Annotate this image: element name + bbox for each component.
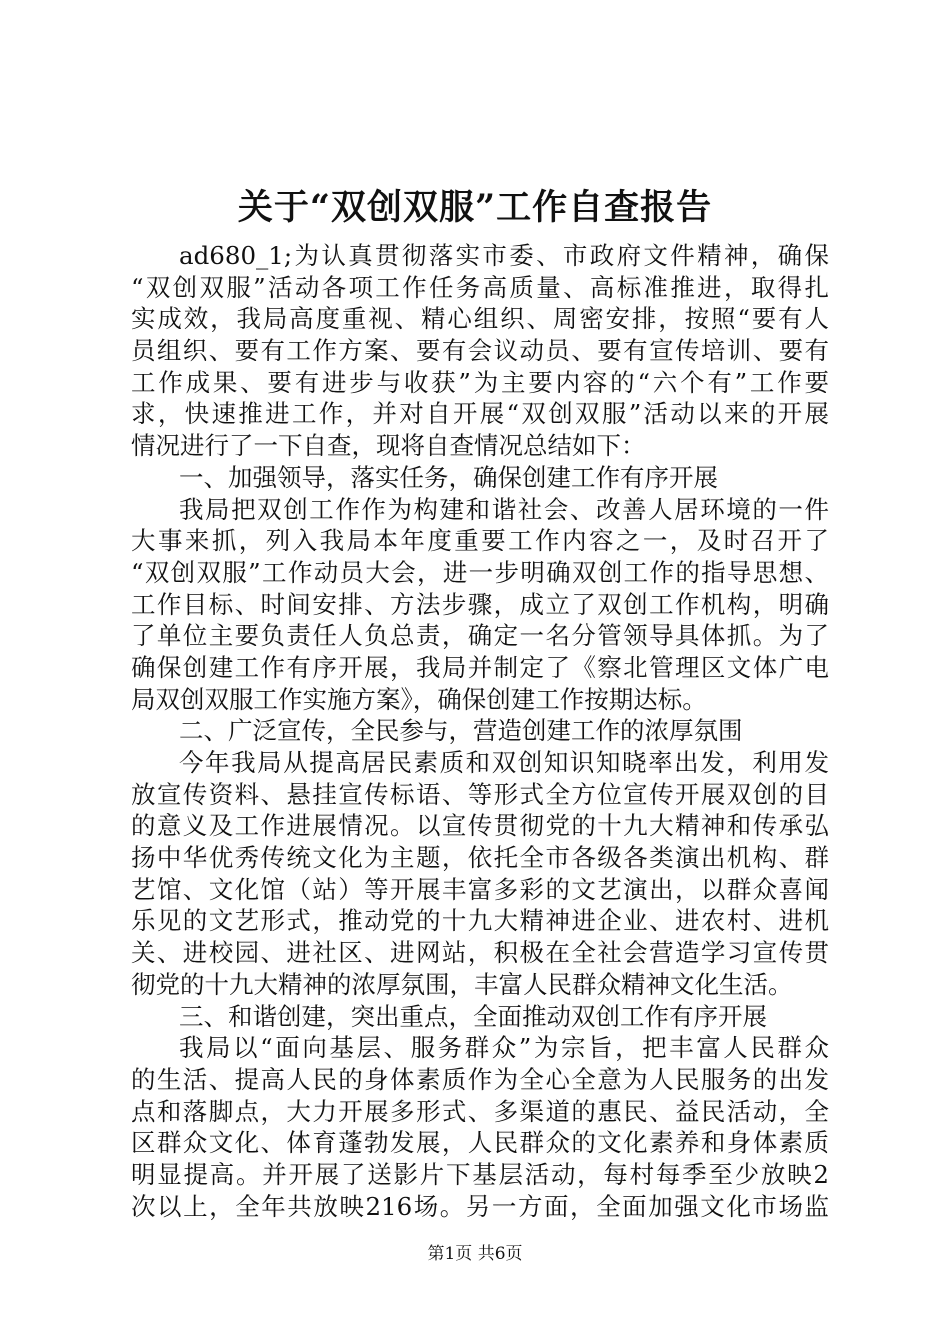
- text-line: 员组织、要有工作方案、要有会议动员、要有宣传培训、要有: [131, 336, 829, 366]
- text-line: 乐见的文艺形式，推动党的十九大精神进企业、进农村、进机: [131, 906, 829, 936]
- text-line: 了单位主要负责任人负总责，确定一名分管领导具体抓。为了: [131, 621, 829, 651]
- text-line: 确保创建工作有序开展，我局并制定了《察北管理区文体广电: [131, 652, 829, 682]
- text-line: 扬中华优秀传统文化为主题，依托全市各级各类演出机构、群: [131, 843, 829, 873]
- text-line: ad680_1;为认真贯彻落实市委、市政府文件精神，确保: [179, 241, 829, 270]
- text-line: “双创双服”工作动员大会，进一步明确双创工作的指导思想、: [131, 557, 829, 587]
- document-body: [131, 240, 829, 1222]
- section-heading: 三、和谐创建，突出重点，全面推动双创工作有序开展: [179, 1001, 767, 1031]
- text-line: 次以上，全年共放映216场。另一方面，全面加强文化市场监: [131, 1191, 829, 1221]
- section-heading: 一、加强领导，落实任务，确保创建工作有序开展: [179, 462, 718, 492]
- text-line: 实成效，我局高度重视、精心组织、周密安排，按照“要有人: [131, 304, 829, 334]
- text-line: 明显提高。并开展了送影片下基层活动，每村每季至少放映2: [131, 1159, 829, 1189]
- text-line: 工作成果、要有进步与收获”为主要内容的“六个有”工作要: [131, 367, 829, 397]
- document-title: 关于“双创双服”工作自查报告: [237, 187, 713, 228]
- text-line: 工作目标、时间安排、方法步骤，成立了双创工作机构，明确: [131, 589, 829, 619]
- text-line: 彻党的十九大精神的浓厚氛围，丰富人民群众精神文化生活。: [131, 969, 793, 999]
- text-line: 大事来抓，列入我局本年度重要工作内容之一，及时召开了: [131, 526, 829, 556]
- text-line: 区群众文化、体育蓬勃发展，人民群众的文化素养和身体素质: [131, 1128, 829, 1158]
- text-line: 放宣传资料、悬挂宣传标语、等形式全方位宣传开展双创的目: [131, 779, 829, 809]
- text-line: 我局以“面向基层、服务群众”为宗旨，把丰富人民群众: [179, 1033, 829, 1063]
- page-number-footer: 第1页 共6页: [427, 1244, 523, 1264]
- text-line: 的生活、提高人民的身体素质作为全心全意为人民服务的出发: [131, 1064, 829, 1094]
- text-line: “双创双服”活动各项工作任务高质量、高标准推进，取得扎: [131, 272, 829, 302]
- text-line: 点和落脚点，大力开展多形式、多渠道的惠民、益民活动，全: [131, 1096, 829, 1126]
- text-line: 情况进行了一下自查，现将自查情况总结如下：: [131, 431, 646, 461]
- text-line: 艺馆、文化馆（站）等开展丰富多彩的文艺演出，以群众喜闻: [131, 874, 829, 904]
- text-line: 的意义及工作进展情况。以宣传贯彻党的十九大精神和传承弘: [131, 811, 829, 841]
- text-line: 关、进校园、进社区、进网站，积极在全社会营造学习宣传贯: [131, 938, 829, 968]
- text-line: 今年我局从提高居民素质和双创知识知晓率出发，利用发: [179, 748, 829, 777]
- text-line: 局双创双服工作实施方案》，确保创建工作按期达标。: [131, 684, 707, 714]
- text-line: 我局把双创工作作为构建和谐社会、改善人居环境的一件: [179, 494, 829, 524]
- text-line: 求，快速推进工作，并对自开展“双创双服”活动以来的开展: [131, 399, 829, 429]
- section-heading: 二、广泛宣传，全民参与，营造创建工作的浓厚氛围: [179, 716, 743, 746]
